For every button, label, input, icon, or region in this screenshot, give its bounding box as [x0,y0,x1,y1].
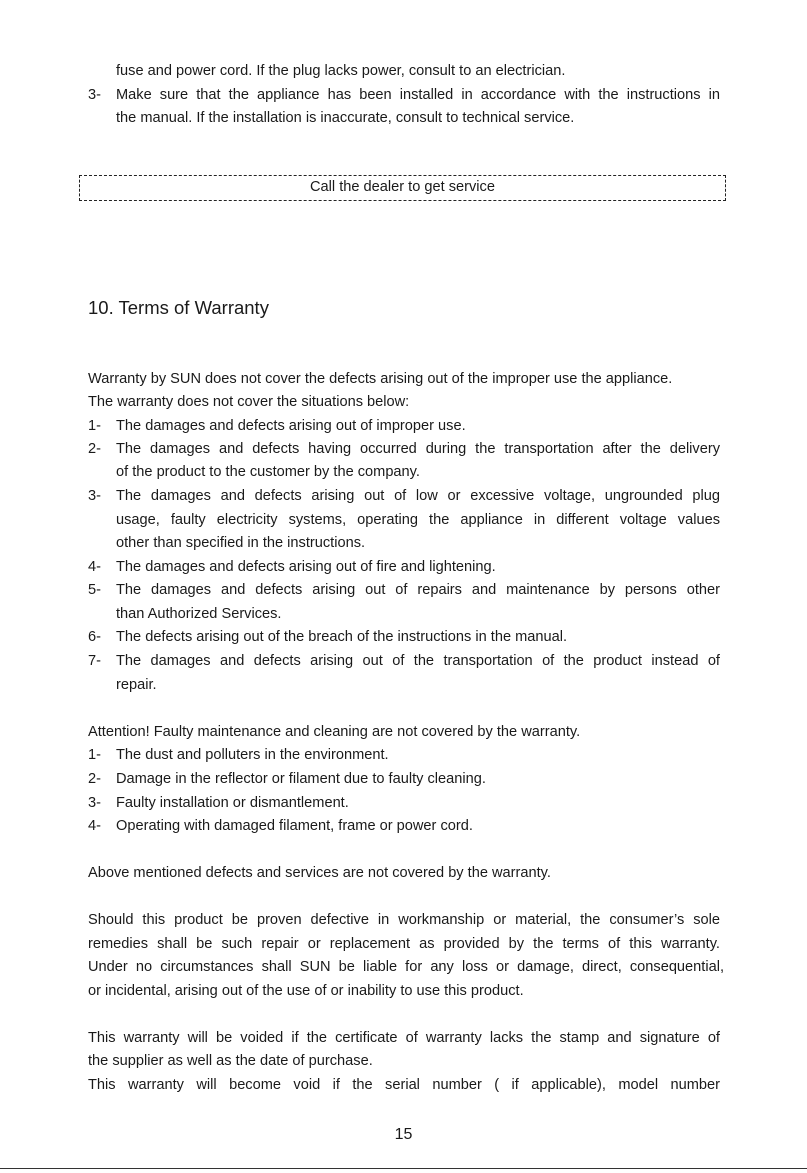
list-item-text: The defects arising out of the breach of the instructions in the manual. [116,629,568,645]
list-item-text: than Authorized Services. [116,606,282,622]
list-item-text: The dust and polluters in the environment. [116,747,389,763]
list-number: 5- [88,582,101,598]
list-item-text: of the product to the customer by the company. [116,464,420,480]
paragraph-line: Should this product be proven defective in workmanship or material, the consumer’s sole [88,912,720,928]
list-number: 2- [88,771,101,787]
list-item-text: The damages and defects arising out of low or excessive voltage, ungrounded plug [116,488,720,504]
list-number: 3- [88,795,101,811]
paragraph-line: The warranty does not cover the situations below: [88,394,410,410]
list-number: 3- [88,488,101,504]
service-callout-text: Call the dealer to get service [310,179,495,195]
list-item-text: usage, faulty electricity systems, operating the appliance in different voltage values [116,512,720,528]
list-number: 3- [88,87,101,103]
list-item-text: The damages and defects arising out of the transportation of the product instead of [116,653,720,669]
list-item-text: other than specified in the instructions. [116,535,366,551]
list-number: 1- [88,418,101,434]
footer-divider [0,1168,807,1169]
list-item-text: The damages and defects arising out of improper use. [116,418,466,434]
list-number: 4- [88,818,101,834]
paragraph-line: Above mentioned defects and services are not covered by the warranty. [88,865,551,881]
paragraph-line: Under no circumstances shall SUN be liable for any loss or damage, direct, consequential, [88,959,724,975]
list-item-text: Damage in the reflector or filament due to faulty cleaning. [116,771,486,787]
list-number: 4- [88,559,101,575]
paragraph-line: This warranty will be voided if the certificate of warranty lacks the stamp and signature of [88,1030,720,1046]
list-number: 6- [88,629,101,645]
paragraph-line: Warranty by SUN does not cover the defects arising out of the improper use the appliance. [88,371,673,387]
paragraph-line: remedies shall be such repair or replacement as provided by the terms of this warranty. [88,936,720,952]
paragraph-line: This warranty will become void if the serial number ( if applicable), model number [88,1077,720,1093]
attention-text: Attention! Faulty maintenance and cleaning are not covered by the warranty. [88,724,581,740]
list-item-text: repair. [116,677,157,693]
list-number: 7- [88,653,101,669]
list-number: 1- [88,747,101,763]
list-item-text: The damages and defects having occurred during the transportation after the delivery [116,441,720,457]
page-number: 15 [394,1126,413,1143]
service-callout-box [79,175,726,201]
paragraph-line: the supplier as well as the date of purchase. [88,1053,373,1069]
continuation-text: fuse and power cord. If the plug lacks power, consult to an electrician. [116,63,566,79]
list-item-text: Operating with damaged filament, frame or power cord. [116,818,473,834]
list-item-text: Make sure that the appliance has been installed in accordance with the instructions in [116,87,720,103]
list-number: 2- [88,441,101,457]
list-item-text: The damages and defects arising out of fire and lightening. [116,559,496,575]
list-item-text: the manual. If the installation is inaccurate, consult to technical service. [116,110,575,126]
paragraph-line: or incidental, arising out of the use of or inability to use this product. [88,983,524,999]
list-item-text: Faulty installation or dismantlement. [116,795,349,811]
list-item-text: The damages and defects arising out of repairs and maintenance by persons other [116,582,720,598]
section-title: 10. Terms of Warranty [88,297,269,318]
